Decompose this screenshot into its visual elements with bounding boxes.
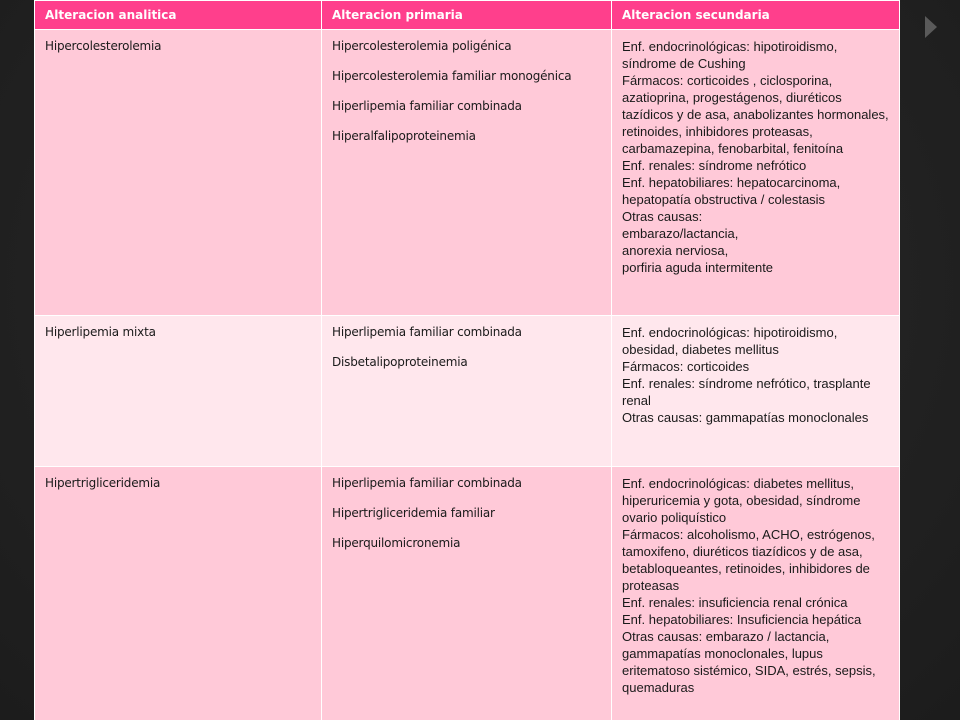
cell-analitica (35, 467, 322, 720)
cell-primaria (322, 316, 612, 467)
secundaria-line: Enf. renales: síndrome nefrótico, trasplante renal (622, 376, 871, 408)
lipid-disorders-table (34, 0, 900, 720)
secundaria-line: anorexia nerviosa, (622, 243, 729, 258)
secundaria-line: Fármacos: corticoides (622, 359, 750, 374)
cell-primaria (322, 30, 612, 316)
analitica-text: Hipercolesterolemia (45, 39, 162, 53)
primaria-item: Hiperalfalipoproteinemia (332, 129, 476, 143)
primaria-item: Hiperquilomicronemia (332, 536, 461, 550)
secundaria-line: Otras causas: embarazo / lactancia, gammapatías monoclonales, lupus eritematoso sistémico, SIDA, estrés, sepsis, quemaduras (622, 629, 876, 695)
analitica-text: Hipertrigliceridemia (45, 476, 161, 490)
cell-secundaria (612, 316, 900, 467)
secundaria-line: Enf. endocrinológicas: hipotiroidismo, obesidad, diabetes mellitus (622, 325, 838, 357)
primaria-item: Hiperlipemia familiar combinada (332, 99, 522, 113)
analitica-text: Hiperlipemia mixta (45, 325, 156, 339)
primaria-item: Disbetalipoproteinemia (332, 355, 468, 369)
primaria-item: Hipertrigliceridemia familiar (332, 506, 495, 520)
secundaria-line: Enf. hepatobiliares: hepatocarcinoma, hepatopatía obstructiva / colestasis (622, 175, 841, 207)
cell-analitica (35, 30, 322, 316)
primaria-item: Hiperlipemia familiar combinada (332, 476, 522, 490)
primaria-item: Hipercolesterolemia familiar monogénica (332, 69, 572, 83)
secundaria-line: Otras causas: (622, 209, 703, 224)
header-primaria: Alteracion primaria (322, 1, 612, 30)
primaria-item: Hiperlipemia familiar combinada (332, 325, 522, 339)
secundaria-line: Otras causas: gammapatías monoclonales (622, 410, 869, 425)
secundaria-line: porfiria aguda intermitente (622, 260, 774, 275)
cell-analitica (35, 316, 322, 467)
cell-secundaria (612, 30, 900, 316)
secundaria-line: embarazo/lactancia, (622, 226, 739, 241)
cell-secundaria (612, 467, 900, 720)
table-row (35, 467, 900, 720)
secundaria-line: Fármacos: corticoides , ciclosporina, azatioprina, progestágenos, diuréticos tazídicos y de asa, anabolizantes hormonales, retinoides, inhibidores proteasas, carbamazepina, fenobarbital, fenitoína (622, 73, 889, 156)
cell-primaria (322, 467, 612, 720)
secundaria-line: Enf. hepatobiliares: Insuficiencia hepática (622, 612, 862, 627)
secundaria-line: Enf. endocrinológicas: hipotiroidismo, síndrome de Cushing (622, 39, 838, 71)
secundaria-line: Fármacos: alcoholismo, ACHO, estrógenos, tamoxifeno, diuréticos tiazídicos y de asa, betabloqueantes, retinoides, inhibidores de proteasas (622, 527, 875, 593)
table-row (35, 316, 900, 467)
header-analitica: Alteracion analitica (35, 1, 322, 30)
header-secundaria: Alteracion secundaria (612, 1, 900, 30)
triangle-right-icon (925, 16, 937, 38)
secundaria-line: Enf. renales: insuficiencia renal crónica (622, 595, 848, 610)
secundaria-line: Enf. endocrinológicas: diabetes mellitus, hiperuricemia y gota, obesidad, síndrome ovario poliquístico (622, 476, 861, 525)
secundaria-line: Enf. renales: síndrome nefrótico (622, 158, 807, 173)
table-row (35, 30, 900, 316)
header-row (35, 1, 900, 30)
primaria-item: Hipercolesterolemia poligénica (332, 39, 512, 53)
